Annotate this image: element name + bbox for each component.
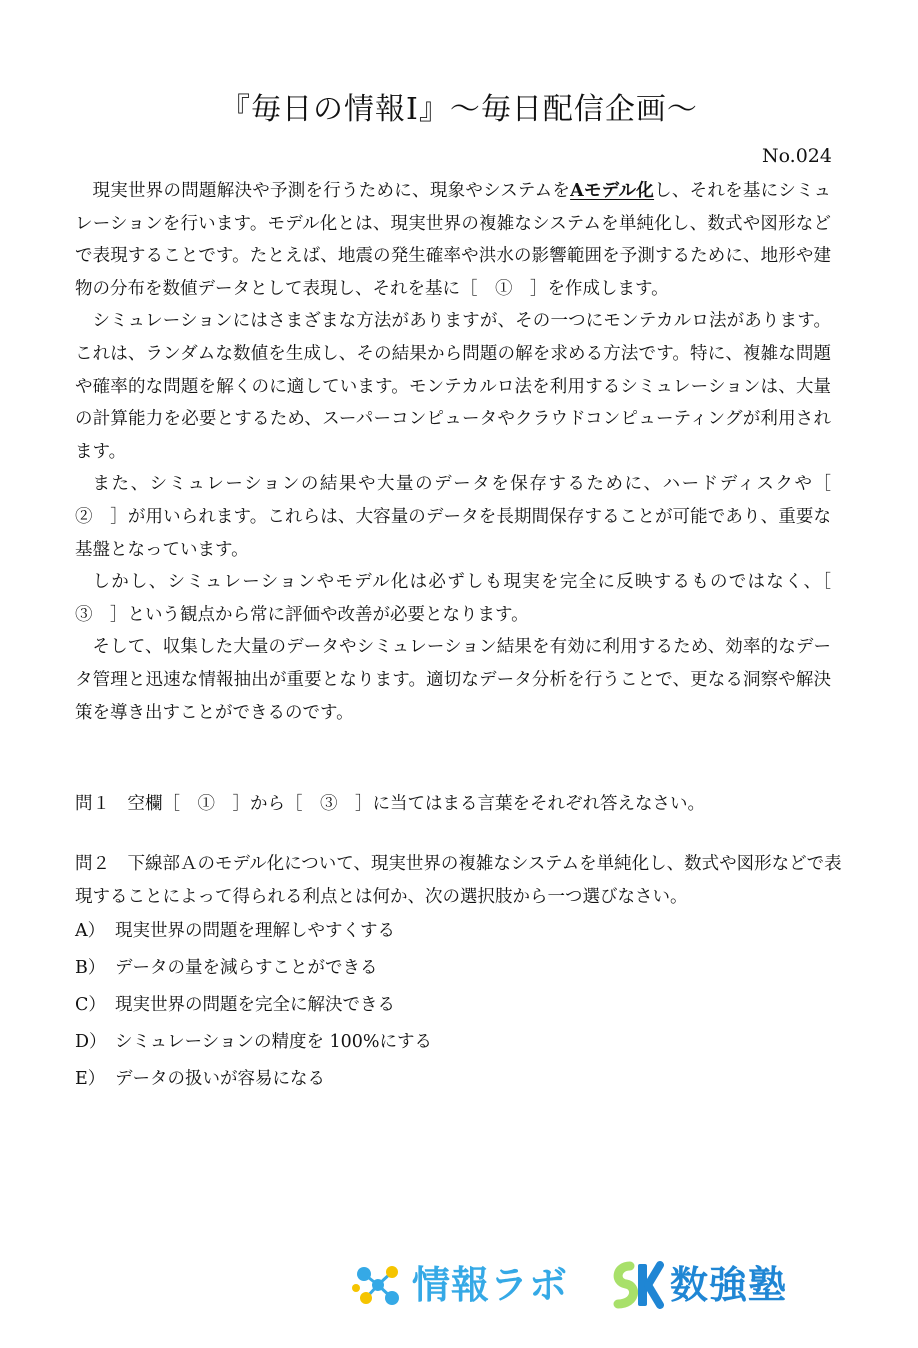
choice-list — [75, 915, 432, 1100]
paragraph-4: しかし、シミュレーションやモデル化は必ずしも現実を完全に反映するものではなく、［ ③ ］という観点から常に評価や改善が必要となります。 — [75, 572, 849, 625]
paragraph-3: また、シミュレーションの結果や大量のデータを保存するために、ハードディスクや［ ② ］が用いられます。これらは、大容量のデータを長期間保存することが可能であり、重要な基盤となっています。 — [75, 474, 849, 560]
choice-a — [75, 915, 432, 952]
logo-area — [350, 1258, 830, 1318]
suukyoujuku-logo-text: 数強塾 — [670, 1263, 788, 1307]
choice-text: 現実世界の問題を完全に解決できる — [115, 995, 395, 1015]
choice-label: B） — [75, 958, 106, 978]
choice-c — [75, 989, 432, 1026]
suukyoujuku-logo — [608, 1260, 830, 1310]
molecule-icon — [350, 1260, 406, 1310]
choice-label: D） — [75, 1032, 107, 1052]
choice-label: E） — [75, 1069, 106, 1089]
joho-lab-logo-text: 情報ラボ — [412, 1263, 569, 1307]
choice-text: データの扱いが容易になる — [115, 1069, 325, 1089]
choice-text: データの量を減らすことができる — [115, 958, 378, 978]
paragraph-1-rest: し、それを基にシミュレーションを行います。モデル化とは、現実世界の複雑なシステムを単純化し、数式や図形などで表現することです。たとえば、地震の発生確率や洪水の影響範囲を予測するために、地形や建物の分布を数値データとして表現し、それを基に［ ① ］を作成します。 — [75, 181, 832, 299]
choice-b — [75, 952, 432, 989]
choice-d — [75, 1026, 432, 1063]
question-2: 問２ 下線部Ａのモデル化について、現実世界の複雑なシステムを単純化し、数式や図形などで表現することによって得られる利点とは何か、次の選択肢から一つ選びなさい。 — [75, 854, 842, 907]
document-title: 『毎日の情報Ⅰ』〜毎日配信企画〜 — [220, 92, 698, 127]
joho-lab-logo — [350, 1260, 585, 1310]
paragraph-1-start: 現実世界の問題解決や予測を行うために、現象やシステムを — [92, 181, 571, 201]
choice-text: シミュレーションの精度を 100%にする — [115, 1032, 433, 1052]
choice-label: A） — [75, 921, 106, 941]
paragraph-2: シミュレーションにはさまざまな方法がありますが、その一つにモンテカルロ法があります。これは、ランダムな数値を生成し、その結果から問題の解を求める方法です。特に、複雑な問題や確率的な問題を解くのに適しています。モンテカルロ法を利用するシミュレーションは、大量の計算能力を必要とするため、スーパーコンピュータやクラウドコンピューティングが利用されます。 — [75, 311, 831, 462]
underlined-model-term: Aモデル化 — [570, 181, 655, 201]
paragraph-1 — [75, 175, 831, 305]
choice-label: C） — [75, 995, 106, 1015]
question-1: 問１ 空欄［ ① ］から［ ③ ］に当てはまる言葉をそれぞれ答えなさい。 — [75, 794, 705, 814]
document-number: No.024 — [761, 145, 832, 167]
paragraph-5: そして、収集した大量のデータやシミュレーション結果を有効に利用するため、効率的なデータ管理と迅速な情報抽出が重要となります。適切なデータ分析を行うことで、更なる洞察や解決策を導き出すことができるのです。 — [75, 637, 831, 723]
choice-e — [75, 1063, 432, 1100]
choice-text: 現実世界の問題を理解しやすくする — [115, 921, 395, 941]
passage — [75, 175, 849, 729]
sk-monogram-icon — [608, 1260, 664, 1310]
